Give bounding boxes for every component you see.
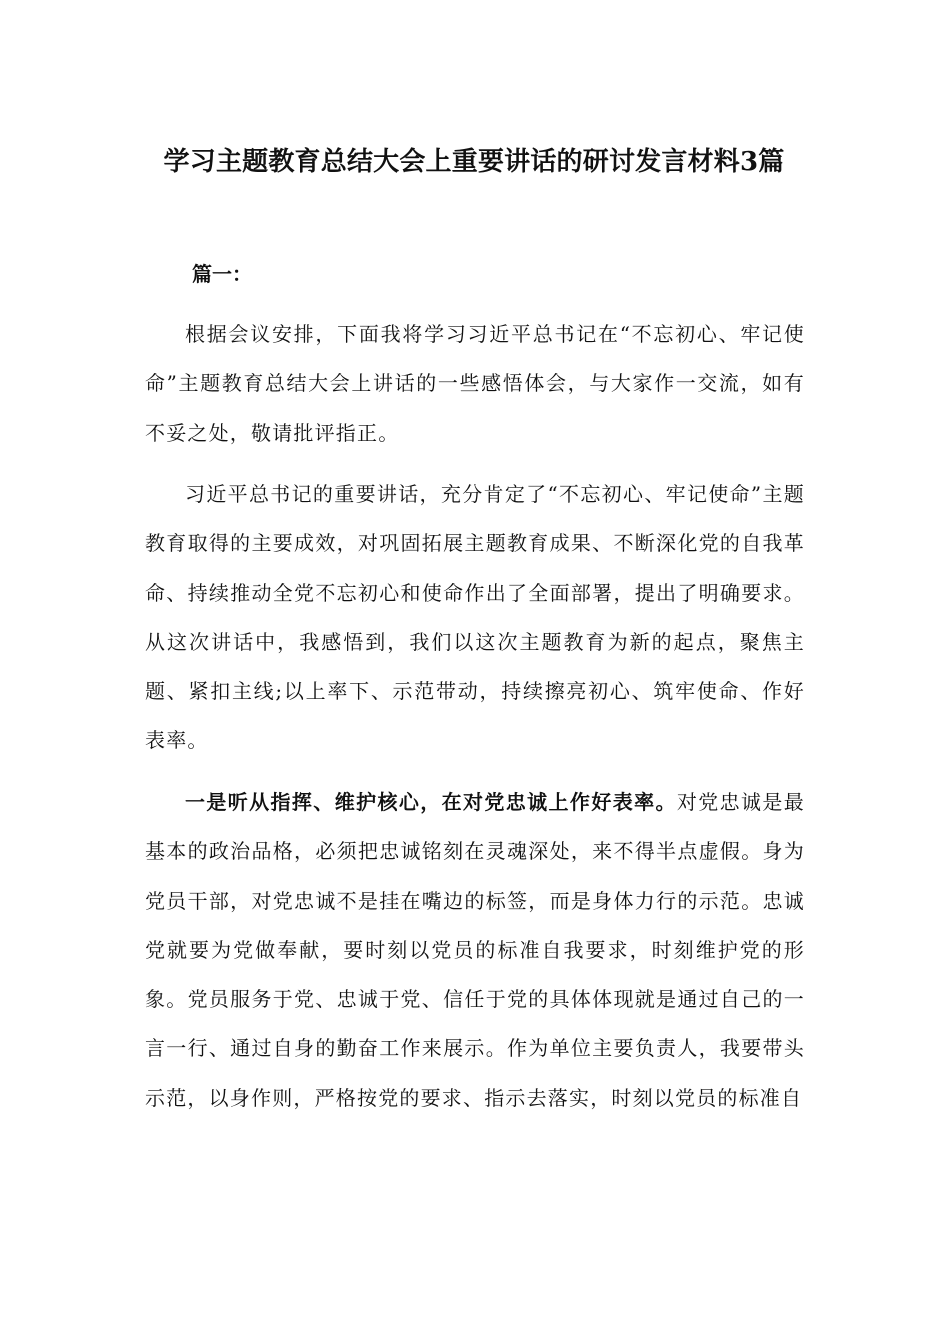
section-heading: 篇一： xyxy=(192,262,252,286)
paragraph-3-lead: 一是听从指挥、维护核心，在对党忠诚上作好表率。 xyxy=(185,790,677,814)
paragraph-3-text: 对党忠诚是最基本的政治品格，必须把忠诚铭刻在灵魂深处，来不得半点虚假。身为党员干部，对党忠诚不是挂在嘴边的标签，而是身体力行的示范。忠诚党就要为党做奉献，要时刻以党员的标准自我要求，时刻维护党的形象。党员服务于党、忠诚于党、信任于党的具体体现就是通过自己的一言一行、通过自身的勤奋工作来展示。作为单位主要负责人，我要带头示范，以身作则，严格按党的要求、指示去落实，时刻以党员的标准自 xyxy=(145,790,806,1110)
paragraph-2 xyxy=(145,470,805,766)
document-title: 学习主题教育总结大会上重要讲话的研讨发言材料3篇 xyxy=(163,147,785,177)
paragraph-2-text: 习近平总书记的重要讲话，充分肯定了“不忘初心、牢记使命”主题教育取得的主要成效，对巩固拓展主题教育成果、不断深化党的自我革命、持续推动全党不忘初心和使命作出了全面部署，提出了明确要求。从这次讲话中，我感悟到，我们以这次主题教育为新的起点，聚焦主题、紧扣主线;以上率下、示范带动，持续擦亮初心、筑牢使命、作好表率。 xyxy=(145,482,805,753)
paragraph-1 xyxy=(145,310,805,458)
paragraph-3 xyxy=(145,778,805,1123)
paragraph-1-text: 根据会议安排，下面我将学习习近平总书记在“不忘初心、牢记使命”主题教育总结大会上讲话的一些感悟体会，与大家作一交流，如有不妥之处，敬请批评指正。 xyxy=(145,322,805,445)
